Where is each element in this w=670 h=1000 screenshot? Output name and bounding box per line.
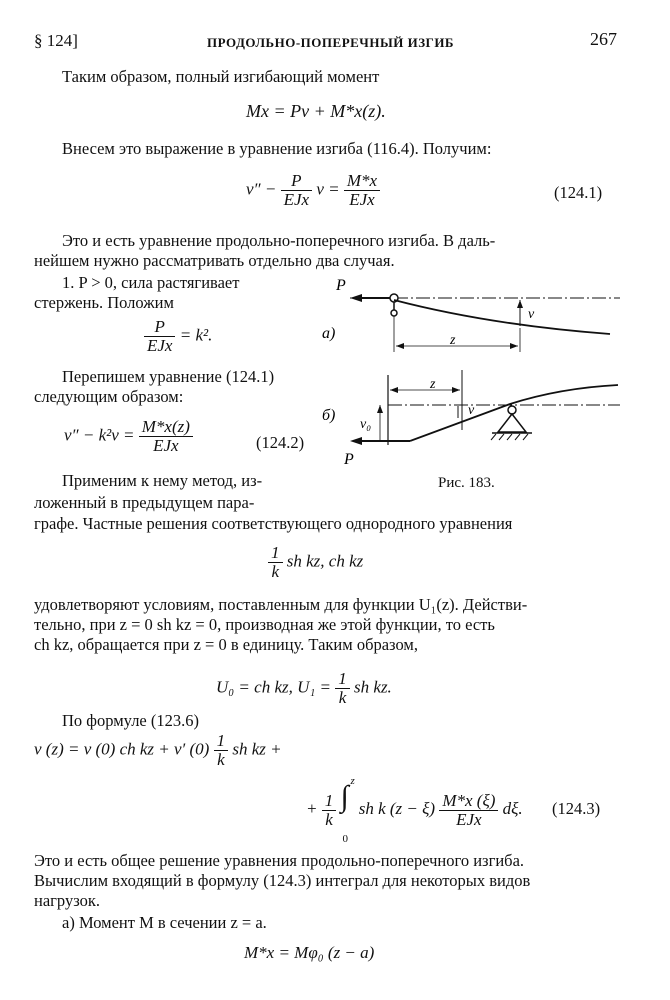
page-number: 267 [590,29,617,49]
frac-num: 1 [335,670,350,689]
paragraph-6c: ch kz, обращается при z = 0 в единицу. Таким образом, [34,635,418,654]
label-b: б) [322,407,336,424]
figure-caption: Рис. 183. [438,475,495,491]
integral-upper-limit: z [350,775,355,787]
support-pin-a [391,310,397,316]
frac-num: M*x(z) [139,418,193,437]
fraction [268,544,283,581]
deflection-curve-a [394,300,610,334]
eq-part: + [306,798,318,818]
frac-num: 1 [268,544,283,563]
fraction [322,792,337,829]
paragraph-3a: Это и есть уравнение продольно-поперечного изгиба. В даль- [62,231,496,250]
frac-den: k [271,562,280,581]
paragraph-3b: нейшем нужно рассматривать отдельно два случая. [34,251,395,270]
frac-den: EJx [283,190,310,209]
equation-particular-solutions [268,544,363,581]
frac-num: M*x (ξ) [439,792,498,811]
paragraph-5b: ложенный в предыдущем пара- [34,493,255,512]
equation-124-3-line1 [34,732,282,769]
frac-num: P [144,318,175,337]
frac-den: EJx [349,190,375,209]
arrowhead-v-a [517,300,523,308]
frac-den: k [325,809,333,829]
eq-part: dξ. [502,798,523,818]
paragraph-1: Таким образом, полный изгибающий момент [62,67,380,86]
v-label-b: v [468,403,475,418]
fraction [344,172,380,209]
case-1-a: 1. P > 0, сила растягивает [62,273,240,292]
fraction [439,792,498,829]
z-label-b: z [430,377,436,392]
hatch [491,434,496,440]
paragraph-5a: Применим к нему метод, из- [62,471,263,490]
eq-part: v″ − [246,179,277,199]
frac-den: EJx [153,436,179,455]
paragraph-5c: графе. Частные решения соответствующего однородного уравнения [34,514,513,533]
hatch [499,434,504,440]
arrowhead-v0 [377,405,383,413]
eq-part: sh k (z − ξ) [358,798,436,818]
hatch [523,434,528,440]
frac-num: 1 [322,792,337,811]
integral-lower-limit: 0 [342,833,348,845]
eqno-124-1: (124.1) [554,183,603,202]
fraction [281,172,312,209]
eq-part: = k². [179,325,213,345]
arrowhead-zb-left [390,387,398,393]
eq-part: sh kz. [354,677,392,697]
paragraph-4a: Перепишем уравнение (124.1) [62,367,275,386]
fraction [144,318,175,355]
integral-sign: ∫ z 0 [340,790,354,830]
eq-part: v (z) = v (0) ch kz + v′ (0) [34,739,210,759]
paragraph-8c: нагрузок. [34,891,101,910]
v0-label: v₀ [360,417,372,432]
paragraph-6b: тельно, при z = 0 sh kz = 0, производная же этой функции, то есть [34,615,495,634]
hatch [515,434,520,440]
case-1-b: стержень. Положим [34,293,174,312]
equation-124-1 [246,172,380,209]
equation-k-squared [144,318,212,355]
label-a: а) [322,325,336,342]
paragraph-7: По формуле (123.6) [62,711,199,730]
paragraph-9: а) Момент M в сечении z = a. [62,913,267,932]
frac-num: P [281,172,312,191]
eqno-124-3: (124.3) [552,799,601,818]
fraction [139,418,193,455]
frac-den: k [338,688,347,707]
equation-moment-M: M*x = Mφ₀ (z − a) [244,943,375,962]
eq-part: v = [316,179,340,199]
frac-num: 1 [214,732,229,751]
arrowhead-z-right [510,343,518,349]
fraction [335,670,350,707]
support-triangle-b [498,414,526,432]
figure-183 [320,270,640,490]
running-title: ПРОДОЛЬНО-ПОПЕРЕЧНЫЙ ИЗГИБ [207,35,455,50]
equation-moment: Mx = Pv + M*x(z). [246,101,386,121]
eqno-124-2: (124.2) [256,433,305,452]
hatch [507,434,512,440]
eq-part: sh kz, ch kz [286,551,364,571]
arrowhead-zb-right [452,387,460,393]
paragraph-6a: удовлетворяют условиям, поставленным для функции U₁(z). Действи- [34,595,528,614]
force-P-top-label: P [336,277,346,294]
force-P-bottom-label: P [344,451,354,468]
arrowhead-b [350,437,362,445]
frac-num: M*x [344,172,380,191]
paragraph-4b: следующим образом: [34,387,184,406]
fraction [214,732,229,769]
paragraph-2: Внесем это выражение в уравнение изгиба (116.4). Получим: [62,139,492,158]
equation-124-3-line2 [306,775,523,845]
eq-part: U₀ = ch kz, U₁ = [216,677,332,697]
frac-den: EJx [456,809,482,829]
eq-part: v″ − k²v = [64,425,135,445]
paragraph-8b: Вычислим входящий в формулу (124.3) интеграл для некоторых видов [34,871,531,890]
z-label-a: z [450,333,456,348]
equation-U0-U1 [216,670,392,707]
section-number: § 124] [34,31,78,50]
frac-den: k [217,750,225,769]
paragraph-8a: Это и есть общее решение уравнения продольно-поперечного изгиба. [34,851,525,870]
v-label-a: v [528,307,535,322]
eq-part: sh kz + [232,739,282,759]
equation-124-2 [64,418,193,455]
arrowhead-z-left [396,343,404,349]
frac-den: EJx [147,336,173,355]
arrowhead-a [350,294,362,302]
